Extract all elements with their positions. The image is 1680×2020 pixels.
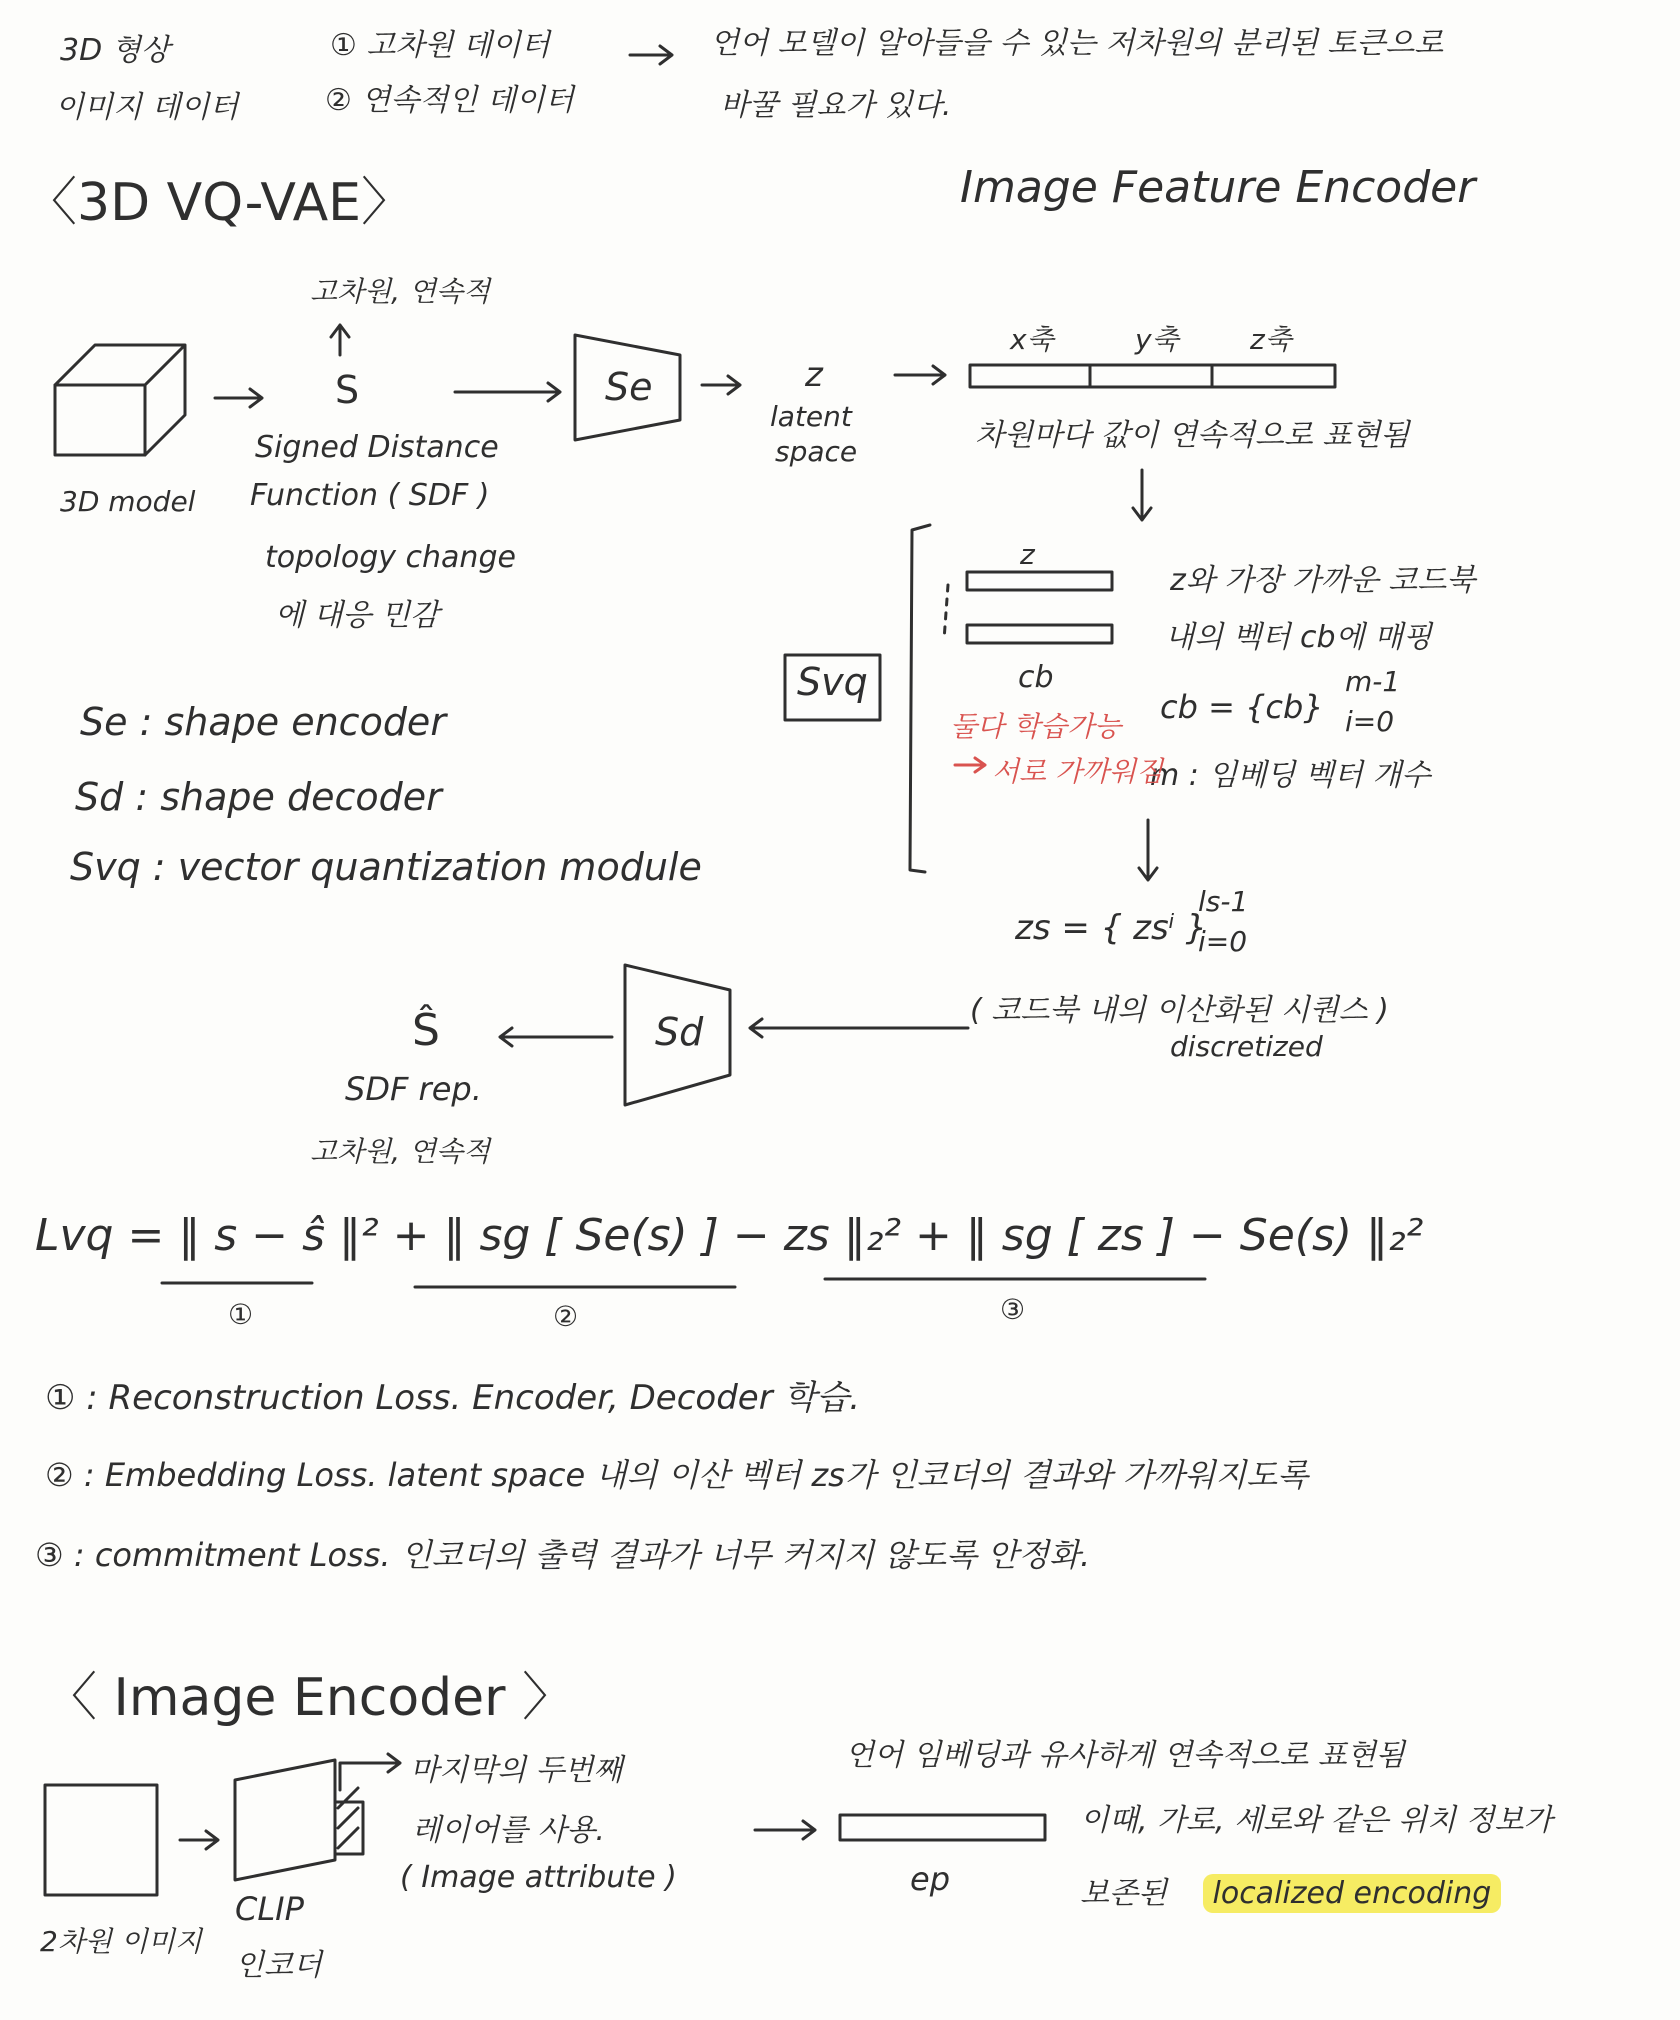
def-shape-encoder: Se : shape encoder — [80, 700, 446, 744]
red-arrow — [955, 758, 985, 772]
discretized-label: discretized — [1170, 1030, 1323, 1063]
vqvae-title: 〈3D VQ-VAE〉 — [25, 173, 413, 233]
red-note-1: 둘다 학습가능 — [950, 710, 1122, 743]
arrow-image-to-clip — [180, 1831, 218, 1849]
cube-icon — [55, 345, 185, 455]
clip-label-2: 인코더 — [235, 1948, 322, 1983]
sdf-label-1: Signed Distance — [255, 430, 499, 465]
ep-note-3-prefix: 보존된 — [1080, 1876, 1167, 1911]
arrow-sd-to-shat — [500, 1028, 612, 1046]
cb-label: cb — [1018, 660, 1054, 695]
arrow-layer-note — [340, 1754, 400, 1790]
arrow-down-2 — [1139, 820, 1157, 880]
ep-label: ep — [910, 1860, 950, 1898]
red-note-2: 서로 가까워짐 — [992, 755, 1164, 788]
intro-desc-1: 언어 모델이 알아들을 수 있는 저차원의 분리된 토큰으로 — [710, 26, 1444, 61]
z-vector-bar — [967, 572, 1112, 590]
nearest-note-2: 내의 벡터 cb에 매핑 — [1165, 620, 1433, 655]
latent-label-2: space — [775, 435, 858, 468]
axis-y-label: y축 — [1135, 323, 1179, 356]
last-layer-note-3: ( Image attribute ) — [400, 1860, 677, 1895]
loss-explanation-1: ① : Reconstruction Loss. Encoder, Decoder 학습. — [45, 1378, 860, 1418]
nearest-note-1: z와 가장 가까운 코드북 — [1170, 563, 1476, 598]
arrow-to-sd — [750, 1019, 968, 1037]
clip-label-1: CLIP — [235, 1890, 304, 1928]
zs-equation-sup: ls-1 — [1198, 885, 1249, 918]
svq-bracket — [910, 525, 930, 872]
z-label: z — [805, 355, 823, 395]
sdf-label-2: Function ( SDF ) — [250, 478, 490, 513]
last-layer-note-2: 레이어를 사용. — [412, 1813, 605, 1848]
intro-label-image: 이미지 데이터 — [55, 90, 239, 125]
sd-box-label: Sd — [655, 1010, 704, 1054]
localized-encoding-highlight: localized encoding — [1203, 1874, 1502, 1913]
ep-vector-bar — [840, 1815, 1045, 1840]
latent-vector-bar — [970, 365, 1335, 387]
zs-equation-sub: i=0 — [1198, 925, 1248, 958]
loss-mark-2: ② — [553, 1300, 579, 1333]
def-shape-decoder: Sd : shape decoder — [75, 775, 442, 819]
sdf-rep-label: SDF rep. — [345, 1070, 482, 1108]
ep-note-2: 이때, 가로, 세로와 같은 위치 정보가 — [1080, 1803, 1553, 1838]
topology-label-2: 에 대응 민감 — [275, 598, 439, 633]
intro-item-1: ① 고차원 데이터 — [330, 28, 550, 63]
z-small-label: z — [1020, 538, 1035, 571]
cb-equation-sub: i=0 — [1345, 705, 1395, 738]
cube-label: 3D model — [60, 485, 196, 518]
loss-formula: Lvq = ‖ s − ŝ ‖² + ‖ sg [ Se(s) ] − zs ‖₂² + ‖ sg [ zs ] − Se(s) ‖₂² — [35, 1210, 1424, 1261]
high-dim-label: 고차원, 연속적 — [310, 275, 491, 308]
dashed-link — [944, 585, 948, 640]
intro-item-2: ② 연속적인 데이터 — [325, 83, 574, 118]
last-layer-note-1: 마지막의 두번째 — [410, 1753, 623, 1788]
cb-equation: cb = {cb} — [1160, 688, 1324, 726]
latent-row-note: 차원마다 값이 연속적으로 표현됨 — [975, 418, 1410, 453]
arrow-se-to-z — [702, 376, 740, 394]
image-encoder-title: 〈 Image Encoder 〉 — [45, 1668, 575, 1728]
se-box-label: Se — [605, 365, 653, 409]
axis-x-label: x축 — [1010, 323, 1054, 356]
high-dim-label-2: 고차원, 연속적 — [310, 1135, 491, 1168]
loss-explanation-3: ③ : commitment Loss. 인코더의 출력 결과가 너무 커지지 않도록 안정화. — [35, 1536, 1091, 1574]
arrow-down-1 — [1133, 470, 1151, 520]
arrow-to-ep — [755, 1821, 815, 1839]
def-vq-module: Svq : vector quantization module — [70, 845, 702, 889]
codebook-sequence-note: ( 코드북 내의 이산화된 시퀀스 ) — [970, 993, 1389, 1028]
m-definition: m : 임베딩 벡터 개수 — [1150, 758, 1431, 793]
topology-label-1: topology change — [265, 540, 516, 575]
layer-hatching — [338, 1788, 358, 1848]
svq-box-label: Svq — [797, 660, 868, 704]
cb-vector-bar — [967, 625, 1112, 643]
intro-label-3d: 3D 형상 — [60, 33, 170, 68]
latent-label-1: latent — [770, 400, 852, 433]
vqvae-subtitle: Image Feature Encoder — [960, 162, 1476, 213]
cb-equation-sup: m-1 — [1345, 665, 1401, 698]
zs-equation: zs = { zsⁱ } — [1015, 908, 1208, 948]
s-label: S — [335, 368, 360, 412]
ep-note-3 — [1080, 1868, 1501, 1912]
intro-desc-2: 바꿀 필요가 있다. — [720, 88, 952, 123]
image-box — [45, 1785, 157, 1895]
loss-explanation-2: ② : Embedding Loss. latent space 내의 이산 벡터 zs가 인코더의 결과와 가까워지도록 — [45, 1456, 1309, 1494]
s-hat-label: Ŝ — [412, 1005, 440, 1056]
image-label: 2차원 이미지 — [40, 1925, 202, 1958]
arrow-s-up — [331, 325, 349, 355]
loss-mark-1: ① — [228, 1298, 254, 1331]
arrow-s-to-se — [455, 383, 560, 401]
loss-mark-3: ③ — [1000, 1293, 1026, 1326]
clip-encoder-shape — [235, 1760, 335, 1880]
arrow-z-to-bar — [895, 366, 945, 384]
ep-note-1: 언어 임베딩과 유사하게 연속적으로 표현됨 — [845, 1738, 1405, 1773]
arrow-cube-to-s — [215, 389, 262, 407]
axis-z-label: z축 — [1250, 323, 1292, 356]
intro-arrow — [630, 46, 672, 64]
